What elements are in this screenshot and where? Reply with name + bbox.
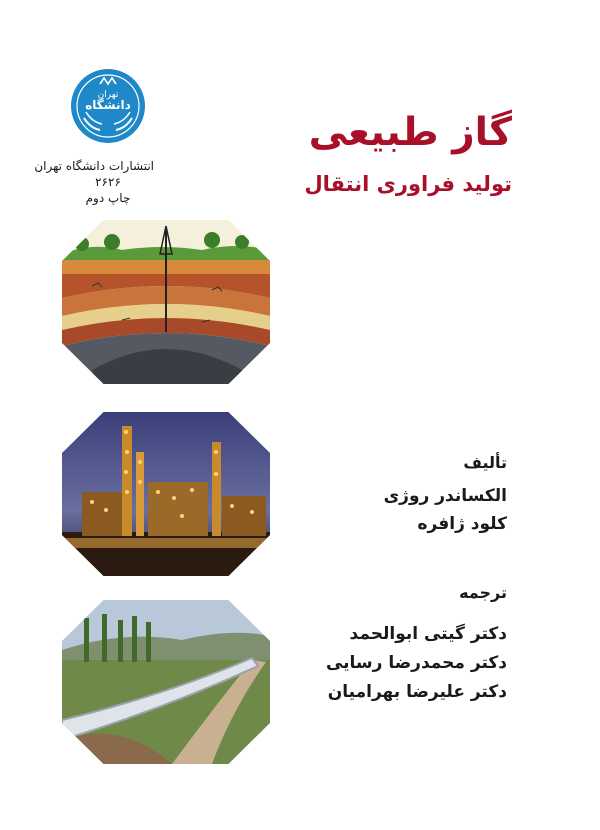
refinery-photo <box>62 412 270 576</box>
publisher-info <box>34 158 154 206</box>
author-name: کلود ژافره <box>417 514 507 534</box>
edition-label: چاپ دوم <box>85 191 131 205</box>
translator-name: دکتر علیرضا بهرامیان <box>327 682 507 702</box>
pipeline-photo <box>62 600 270 764</box>
svg-text:دانشگاه: دانشگاه <box>85 98 131 112</box>
author-name: الکساندر روژی <box>383 486 507 506</box>
book-title: گاز طبیعی <box>308 110 512 155</box>
university-logo <box>70 68 146 144</box>
book-subtitle: تولید فراوری انتقال <box>304 172 512 196</box>
publisher-name: انتشارات دانشگاه تهران <box>34 159 154 173</box>
publication-number: ۲۶۲۶ <box>95 175 121 189</box>
svg-text:تهران: تهران <box>97 90 119 100</box>
translators-heading: ترجمه <box>459 583 507 602</box>
translator-name: دکتر گیتی ابوالحمد <box>349 624 507 644</box>
geology-illustration <box>62 220 270 384</box>
translator-name: دکتر محمدرضا رسایی <box>325 653 507 673</box>
authors-heading: تألیف <box>463 453 507 472</box>
